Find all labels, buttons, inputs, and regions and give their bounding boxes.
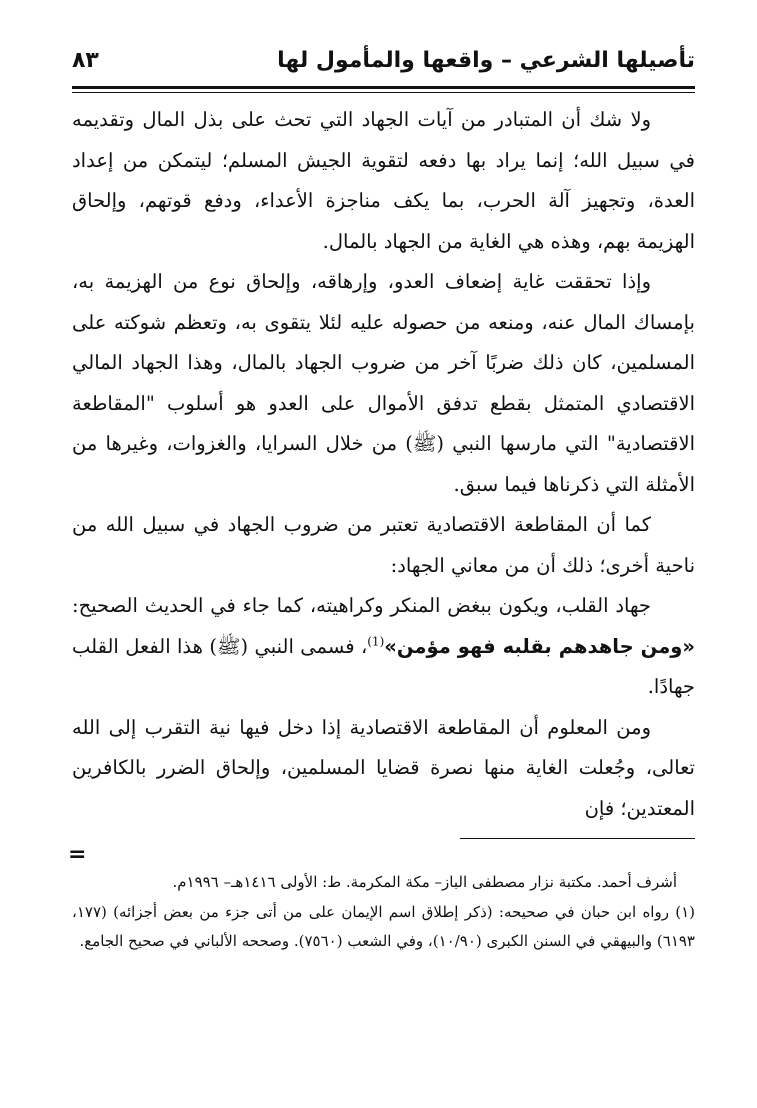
body-text: [72, 100, 695, 829]
paragraph-4-before: جهاد القلب، ويكون ببغض المنكر وكراهيته، كما جاء في الحديث الصحيح:: [72, 594, 651, 617]
paragraph-1: ولا شك أن المتبادر من آيات الجهاد التي تحث على بذل المال وتقديمه في سبيل الله؛ إنما يراد بها دفعه لتقوية الجيش المسلم؛ ليتمكن من إعداد العدة، وتجهيز آلة الحرب، بما يكف مناجزة الأعداء، ودفع قوتهم، وإلحاق الهزيمة بهم، وهذه هي الغاية من الجهاد بالمال.: [72, 108, 695, 253]
paragraph-5: ومن المعلوم أن المقاطعة الاقتصادية إذا دخل فيها نية التقرب إلى الله تعالى، وجُعلت الغاية منها نصرة قضايا المسلمين، وإلحاق الضرر بالكافرين المعتدين؛ فإن: [72, 715, 695, 820]
page-number: ٨٣: [72, 48, 99, 73]
footnote-1: (١) رواه ابن حبان في صحيحه: (ذكر إطلاق اسم الإيمان على من أتى جزء من بعض أجزائه) (١٧٧، ٦١٩٣) والبيهقي في السنن الكبرى (١٠/٩٠)، وفي الشعب (٧٥٦٠). وصححه الألباني في صحيح الجامع.: [72, 902, 695, 950]
footnotes: [72, 868, 695, 957]
header-rule-thick: [72, 86, 695, 89]
header-title: تأصيلها الشرعي – واقعها والمأمول لها: [277, 48, 695, 73]
header-rule-thin: [72, 92, 695, 93]
footnote-continuation-mark: =: [68, 842, 87, 867]
footnote-reference[interactable]: (1): [367, 634, 385, 648]
paragraph-4-after: ، فسمى النبي (ﷺ) هذا الفعل القلب جهادًا.: [72, 634, 695, 698]
running-header: [72, 44, 695, 84]
footnote-continuation: أشرف أحمد. مكتبة نزار مصطفى الباز– مكة المكرمة. ط: الأولى ١٤١٦هـ– ١٩٩٦م.: [172, 873, 677, 891]
paragraph-3: كما أن المقاطعة الاقتصادية تعتبر من ضروب الجهاد في سبيل الله من ناحية أخرى؛ ذلك أن من معاني الجهاد:: [72, 513, 695, 577]
paragraph-4: [72, 586, 695, 708]
hadith-quote: «ومن جاهدهم بقلبه فهو مؤمن»: [384, 634, 695, 658]
paragraph-2: وإذا تحققت غاية إضعاف العدو، وإرهاقه، وإلحاق نوع من الهزيمة به، بإمساك المال عنه، ومنعه من حصوله عليه لئلا يتقوى به، وتعظم شوكته على المسلمين، كان ذلك ضربًا آخر من ضروب الجهاد بالمال، وهذا الجهاد المالي الاقتصادي المتمثل بقطع تدفق الأموال على العدو هو أسلوب "المقاطعة الاقتصادية" التي مارسها النبي (ﷺ) من خلال السرايا، والغزوات، وغيرها من الأمثلة التي ذكرناها فيما سبق.: [72, 270, 695, 496]
footnote-separator: [460, 838, 695, 839]
